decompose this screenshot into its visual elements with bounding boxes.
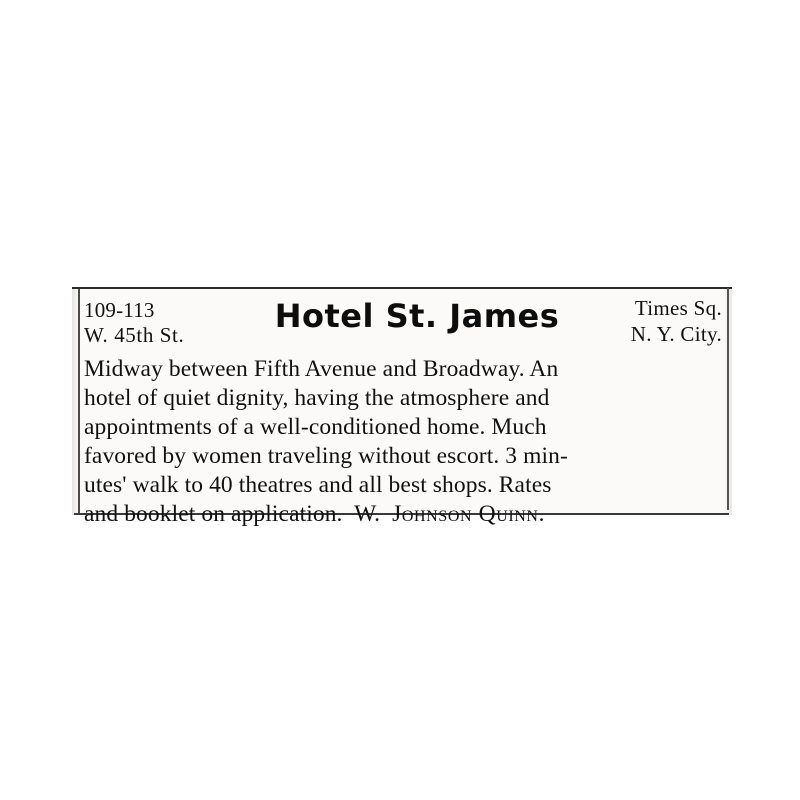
signature-name: Johnson Quinn. xyxy=(392,501,546,527)
address-street-numbers: 109-113 xyxy=(84,298,155,322)
newspaper-clipping xyxy=(72,287,732,527)
body-line-signature xyxy=(84,500,722,529)
ad-content xyxy=(84,293,722,527)
body-line: favored by women traveling without escort. 3 min- xyxy=(84,443,568,469)
ad-address xyxy=(84,298,224,348)
ad-border-top xyxy=(72,287,732,289)
ad-header xyxy=(84,293,722,355)
body-line: Midway between Fifth Avenue and Broadway. An xyxy=(84,356,559,382)
ad-location xyxy=(584,295,722,347)
body-line: utes' walk to 40 theatres and all best shops. Rates xyxy=(84,472,552,498)
signature-initials: W. xyxy=(354,501,381,527)
location-line-2: N. Y. City. xyxy=(630,322,722,346)
body-line: hotel of quiet dignity, having the atmosphere and xyxy=(84,385,550,411)
body-line-text: and booklet on application. xyxy=(84,501,343,527)
location-line-1: Times Sq. xyxy=(634,296,722,320)
ad-border-left xyxy=(78,289,80,513)
address-street-name: W. 45th St. xyxy=(84,323,185,347)
body-line: appointments of a well-conditioned home. Much xyxy=(84,414,547,440)
ad-body-copy xyxy=(84,355,722,529)
ad-title: Hotel St. James xyxy=(274,297,560,335)
ad-border-right xyxy=(727,288,729,510)
